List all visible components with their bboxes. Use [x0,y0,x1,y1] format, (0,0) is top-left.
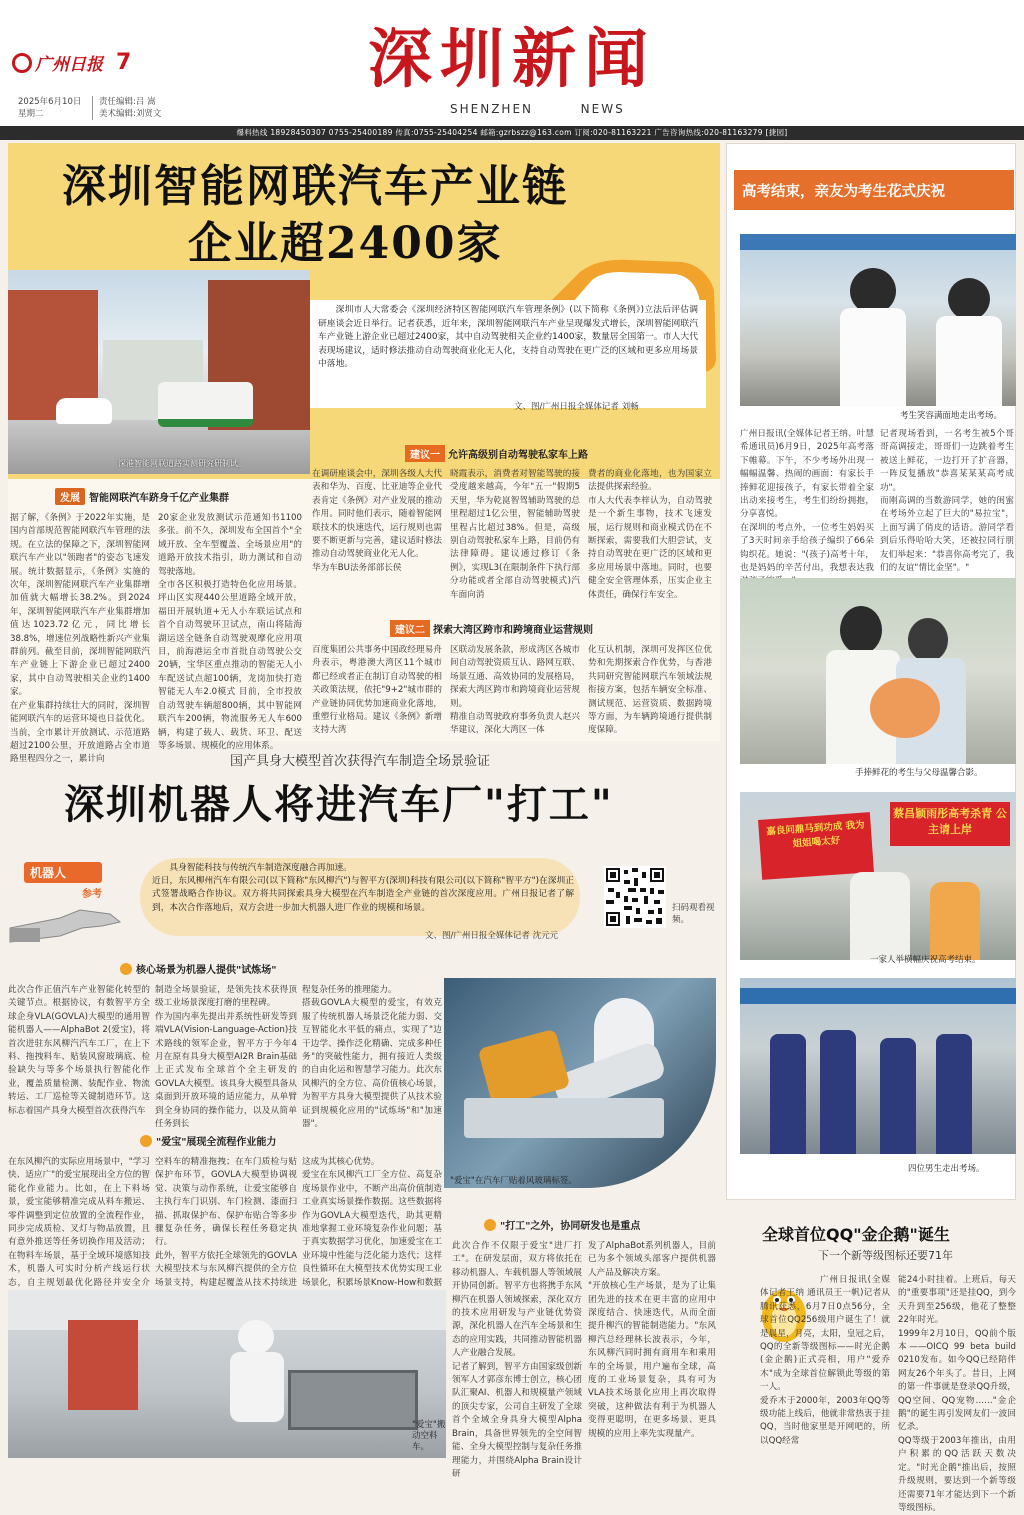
gaokao-banner-a: 蔡昌颖雨彤高考杀青 公主请上岸 [893,807,1007,836]
story2-sub1-col2: 制造全场景验证，是领先技术获得顶级工业场景深度打磨的里程碑。 作为国内率先提出并系统性研发等到端VLA(Vision-Language-Action)技术路线的领军企业，智平方于今年4月在原有具身大模型AI2R Brain基础上正式发布全球首个全主研发的GOVLA大模型。该具身大模型具备从桌面到开放环境的适应能力，从单臂到全身协同的操作能力，以及从简单任务到长 [155,985,297,1130]
story1-sub1-heading [55,486,229,505]
qr-caption: 扫码观看视频。 [672,903,715,925]
story2-sub2-bullet-icon [140,1135,152,1147]
qq-col1: 广州日报讯(全媒体记者王纳 通讯员王一帆)记者从腾讯获悉，6月7日0点56分，全球首位QQ256级用户诞生了！就是晨星，月亮，太阳，皇冠之后，QQ的全新等级图标——时光企鹅(金企鹅)正式亮相，用户"爱乔木"成为全球首位解锁此等级的第一人。 爱乔木于2000年，2003年QQ等级功能上线后，他就非常热衷于挂QQ，当时他家里是开网吧的，所以QQ经常 [760,1275,890,1446]
story1-rec1-col2: 晓霞表示，消费者对智能驾驶的接受度越来越高，今年"五一"假期5天里，华为乾崑智驾辅助驾驶的总里程超过1亿公里，智能辅助驾驶里程占比超过38%。但是，高级别自动驾驶私家车上路，目前仍有法律障碍。建议通过修订《条例》，实现L3(在限制条件下执行部分功能或者全部自动驾驶模式)汽车面向消 [450,469,580,600]
story1-rec1-label: 建议一 [405,445,445,462]
story2-sub2-title: "爱宝"展现全流程作业能力 [156,1137,277,1148]
story2-badge-top: 机器人 [24,862,102,883]
story2-sub1-col3: 程复杂任务的推理能力。 搭载GOVLA大模型的爱宝，有效克服了传统机器人场景泛化能力弱、交互智能化水平低的痛点，实现了"边干边学、操作泛化精确、完成多种任务"的突破性能力，拥有接近人类级的自由化运和智慧学习能力。此次东风柳汽的全方位、高价值核心场景，为智平方具身大模型提供了从技术验证到规模化应用的"试炼场"和"加速器"。 [302,985,442,1130]
gaokao-col2: 记者现场看到，一名考生被5个哥哥高调接走，哥哥们一边跳着考生被送上鲜花，一边打开了扩音器，一阵反复播放"恭喜某某某高考成功"。 而刚高调的当数游同学，她的闺蜜在考场外立起了巨大的"易拉宝"，上面写满了俏皮的话语。游同学看到后乐得哈哈大笑，还被拉同行朋友们举起来："恭喜你高考完了，我们的友谊"情比金坚"。" [880,429,1014,574]
story1-rec1-col3: 费者的商业化落地，也为国家立法提供探索经验。 市人大代表李梓认为，自动驾驶是一个新生事物，技术飞速发展，运行规则和商业模式仍在不断探索，需要我们大胆尝试，支持自动驾驶在更广泛的区域和更多应用场景中落地。同时，也要健全安全管理体系，压实企业主体责任，确保行车安全。 [588,469,712,600]
story2-sub3-title: "打工"之外，协同研发也是重点 [500,1221,641,1232]
gaokao-photo3 [740,792,1016,960]
paper-logo-icon [12,53,32,73]
gaokao-photo2-caption: 手捧鲜花的考生与父母温馨合影。 [855,768,983,778]
story2-sub2-col1: 在东风柳汽的实际应用场景中，"学习快、适应广"的爱宝展现出全方位的智能化作业能力。比如，在上下料场景，爱宝能够精准完成从料车搬运、零件调整到定位放置的全流程作业，同步完成质检、叉灯与物品放置，且有意外推送等任务切换作用及活动；在物料车场景，基于全域环境感知技术，机器人可实时分析产线运行状态，自主规划最优化路径并安全介 [8,1157,150,1288]
art-editor-name: 美术编辑:刘贤文 [99,109,162,119]
story1-rec1-col1: 在调研座谈会中，深圳各级人大代表和华为、百度、比亚迪等企业代表肯定《条例》对产业发展的推动作用。同时他们表示，随着智能网联技术的快速迭代，运行规则也需要不断更新与完善，建议适时修法推动自动驾驶商业化无人化。 华为车BU法务部部长侯 [312,469,442,573]
story2-byline: 文、图/广州日报全媒体记者 沈元元 [425,931,559,941]
page-number: 7 [116,50,132,75]
gaokao-photo3-caption: 一家人举横幅庆祝高考结束。 [870,955,981,965]
story2-photo1-caption: "爱宝"在汽车厂贴着风玻璃标签。 [450,1176,577,1186]
editor-name: 责任编辑:吕 嵩 [99,97,156,107]
story2-sub3-col1: 此次合作不仅限于爱宝"进厂打工"。在研发层面，双方将依托在移动机器人、车载机器人等领域展开协同创新。智平方也将携手东风柳汽在机器人领域探索，深化双方的技术应用研发与产业链优势资源，深化机器人在汽车全场景和生态的应用实践，共同推动智能机器人产业融合发展。 记者了解到，智平方由国家级创新领军人才郭彦东博士创立，核心团队汇聚AI、机器人和规模量产领域的顶尖专家，公司自主研发了全球首个全域全身具身大模型Alpha Brain，具备世界领先的全空间智能、全身大模型控制与复杂任务推理能力，并围绕Alpha Brain设计研 [452,1241,582,1479]
story2-photo2 [8,1290,446,1458]
masthead [0,0,1024,137]
story2-kicker: 国产具身大模型首次获得汽车制造全场景验证 [230,754,491,769]
section-en-left: SHENZHEN [450,102,534,116]
story2-sub2-col3: 这成为其核心优势。 爱宝在东风柳汽工厂全方位、高复杂度场景作业中，不断产出高价值制造工业真实场景操作数据。这些数据将作为GOVLA大模型迭代，助其更精准地掌握工业环境复杂作业问题；基于真实数据学习优化，加速爱宝在工业环境中性能与泛化能力迭代；这样良性循环在大模型技术优势实现工业场景化，积累场景Know-How和数据 [302,1157,442,1288]
paper-name: 广州日报 [35,55,103,75]
story2-photo1 [444,978,716,1188]
story1-sub1-tag: 发展 [55,488,85,505]
story2-sub3-bullet-icon [484,1219,496,1231]
paper-logo [12,50,131,75]
story2-headline: 深圳机器人将进汽车厂"打工" [64,781,614,828]
qq-col2: 能24小时挂着。上班后，每天的"重要事项"还是挂QQ，到今天升到至256级，他花了整整22年时光。 1999年2月10日，QQ前个版本——OICQ 99 beta build 0210发布。如今QQ已经陪伴网友26个年头了。昔日，上网的第一件事就是登录QQ升级，QQ空间、QQ宠物……"金企鹅"的诞生再引发网友们一波回忆杀。 QQ等级于2003年推出，由用户积累的QQ活跃天数决定。"时光企鹅"推出后，按照升级规则，要达到一个新等级还需要71年才能达到下一个新等级图标。 [898,1275,1016,1513]
robot-hand-illustration [10,888,130,948]
story1-rec2-col3: 化互认机制，深圳可发挥区位优势和先期探索合作优势，与香港共同研究智能网联汽车领域法规衔接方案，包括车辆安全标准、测试规范、运营资质、数据跨境等方面，为车辆跨境通行提供制度保障。 [588,645,712,736]
story1-rec1-title: 允许高级别自动驾驶私家车上路 [448,450,588,461]
contact-bar: 爆料热线 18928450307 0755-25400189 传真:0755-25404254 邮箱:gzrbszz@163.com 订阅:020-81163221 广告咨询热线:020-81163279 [捷园] [0,126,1024,140]
story1-rec2-heading [390,618,593,637]
story1-photo-caption: 深港智能网联道路实测研究研制试。 [118,459,246,468]
gaokao-photo2 [740,578,1016,764]
gaokao-col1: 广州日报讯(全媒体记者王纳、叶慧希通讯员)6月9日，2025年高考落下帷幕。下午，不少考场外出现一幅幅温馨、热闹的画面：有家长手捧鲜花迎接孩子，有家长带着全家出动来接考生，考生们纷纷拥抱，分享喜悦。 在深圳的考点外，一位考生妈妈买了3天时间亲手给孩子编织了66朵钩织花。她说："(孩子)高考十年，也是妈妈的辛苦付出，我想表达我 [740,429,874,574]
gaokao-photo1-caption: 考生笑容满面地走出考场。 [900,411,1003,421]
story2-badge-bottom: 参考 [82,889,102,900]
page-info [18,96,81,120]
story1-sub1-col2: 20家企业发放测试示范通知书1100多张。前不久，深圳发布全国首个"全域开放、全车型覆盖、全场景应用"的道路开放技术指引，助力测试和自动驾驶落地。 全市各区积极打造特色化应用场景。坪山区实现440公里道路全域开放，福田开展轨道+无人小车联运试点和首个自动驾驶环卫试点，南山将陆海湖运送全链条自动驾驶观摩化应用项目，前海港运全市首批自动驾驶公交20辆，宝华区重点推动的智能无人小车配送试点超100辆，龙岗加快打造智能无人车2.0模式 目前，全市投放自动驾驶车辆超800辆，其中智能网联汽车200辆，物流服务无人车600辆，构建了载人、载货、环卫、配送等多场景、规模化的应用体系。 [158,513,302,751]
story1-lead: 深圳市人大常委会《深圳经济特区智能网联汽车管理条例》(以下简称《条例》)立法后评估调研座谈会近日举行。记者获悉，近年来，深圳智能网联汽车产业呈现爆发式增长，深圳智能网联汽车产业链上游企业已超过2400家，其中自动驾驶相关企业约1400家，数量居全国第一。市人大代表现场建议，适时修法推动自动驾驶商业化无人化，支持自动驾驶在更广泛的区域和更多应用场景中落地。 [310,300,706,408]
gaokao-banner-b: 嘉良问鼎马到功成 我为姐姐喝太好 [766,819,865,850]
story1-rec2-col1: 百度集团公共事务中国政经理易舟舟表示，粤港澳大湾区11个城市都已经或者正在制订自动驾驶的相关政策法规，依托"9+2"城市群的产业链协同优势加速商业化落地，重塑行业格局。建议《条例》新增支持大湾 [312,645,442,736]
story1-rec1-heading [405,443,588,462]
story1-rec2-label: 建议二 [390,620,430,637]
story1-headline-1: 深圳智能网联汽车产业链 [62,161,568,212]
issue-date: 2025年6月10日 [18,97,82,107]
story1-sub1-col1: 据了解，《条例》于2022年实施，是国内首部规范智能网联汽车管理的法规。在立法的保障之下，深圳智能网联汽车产业以"领跑者"的姿态飞速发展。统计数据显示，《条例》实施的次年，深圳智能网联汽车产业集群增加值就大幅增长38.2%。到2024年，深圳智能网联汽车产业集群增加值达1023.72亿元，同比增长38.8%，增速位列战略性新兴产业集群前列。截至目前，深圳智能网联汽车产业链上下游企业已超过2400家，其中自动驾驶相关企业约1400家。 在产业集群持续壮大的同时，深圳智能网联汽车的运营环境也日益优化。当前，全市累计开放测试、示范道路超过2100公里，开放道路占全市道路里程四分之一，累计向 [10,513,150,765]
gaokao-photo4-caption: 四位男生走出考场。 [908,1164,985,1174]
gaokao-photo1 [740,234,1016,406]
story2-sub1-col1: 此次合作正值汽车产业智能化转型的关键节点。根据协议，有数智平方全球企身VLA(GOVLA)大模型的通用智能机器人——AlphaBot 2(爱宝)，将首次进驻东风柳汽汽车工厂，在上下料、拖拽料车、贴装风窗玻璃底、检验缺失与等多个场景执行智能化作业，覆盖质量检测、装配作业、物流转运、工厂巡检等关键制造环节。这标志着国产具身大模型首次获得汽车 [8,985,150,1116]
qr-code[interactable] [604,866,666,928]
gaokao-title: 高考结束，亲友为考生花式庆祝 [742,184,945,200]
section-en [450,102,625,116]
story1-headline-2: 企业超2400家 [188,218,503,269]
qq-title: 全球首位QQ"金企鹅"诞生 [762,1225,950,1244]
story2-photo2-caption: "爱宝"搬动空料车。 [412,1420,446,1452]
issue-weekday: 星期二 [18,109,44,119]
story2-sub2-col2: 空料车的精准拖拽；在车门质检与贴保护布环节，GOVLA大模型协调视觉、决策与动作系统，让爱宝能够自主执行车门识别、车门检测、漆面扫描、抓取保护布、保护布贴合等多步骤复杂任务，确保长程任务稳定执行。 此外，智平方依托全球领先的GOVLA大模型技术与东风柳汽提供的全方位场景支持，构建起覆盖从技术持续进 [155,1157,297,1288]
section-en-right: NEWS [580,102,625,116]
story2-lead: 具身智能科技与传统汽车制造深度融合再加速。 近日，东风柳州汽车有限公司(以下简称"东风柳汽")与智平方(深圳)科技有限公司(以下简称"智平方")在深圳正式签署战略合作协议。双方将共同探索具身大模型在汽车制造全产业链的首次深度应用。广州日报记者了解到，本次合作落地后，双方会进一步加大机器人进厂作业的规模和场景。 [152,863,574,913]
section-title: 深圳新闻 [368,22,656,97]
story1-rec2-col2: 区联动发展条款，形成湾区各城市间自动驾驶资质互认、路网互联、场景互通、高效协同的发展格局，探索大湾区跨市和跨境商业运营规则。 精准自动驾驶政府事务负责人赵兴华建议，深化大湾区一体 [450,645,580,736]
story2-sub3-col2: 发了AlphaBot系列机器人，目前已为多个领域头部客户提供机器人产品及解决方案。 "开放核心生产场景，是为了让集团先进的技术在更丰富的应用中深度结合、快速迭代，从而全面提升柳汽的智能制造能力。"东风柳汽总经理林长波表示，今年，东风柳汽同时拥有商用车和乘用车的全场景，用户遍布全球，高度的工业场景复杂，具有可为VLA技术场景化应用上再次取得突破，这种做法有利于为机器人变得更聪明，在更多场景、更具规模的应用上率先实现量产。 [588,1241,716,1439]
gaokao-photo4 [740,978,1016,1154]
story2-sub2-heading [140,1130,276,1149]
story2-sub1-bullet-icon [120,963,132,975]
editor-info [92,96,161,120]
story2-sub1-heading [120,958,276,977]
qq-subtitle: 下一个新等级图标还要71年 [818,1249,953,1262]
story2-sub1-title: 核心场景为机器人提供"试炼场" [136,965,277,976]
story2-sub3-heading [484,1214,640,1233]
story1-rec2-title: 探索大湾区跨市和跨境商业运营规则 [433,625,593,636]
story1-byline: 文、图/广州日报全媒体记者 刘畅 [514,402,639,412]
story1-sub1-title: 智能网联汽车跻身千亿产业集群 [89,493,229,504]
story1-photo [8,270,310,474]
